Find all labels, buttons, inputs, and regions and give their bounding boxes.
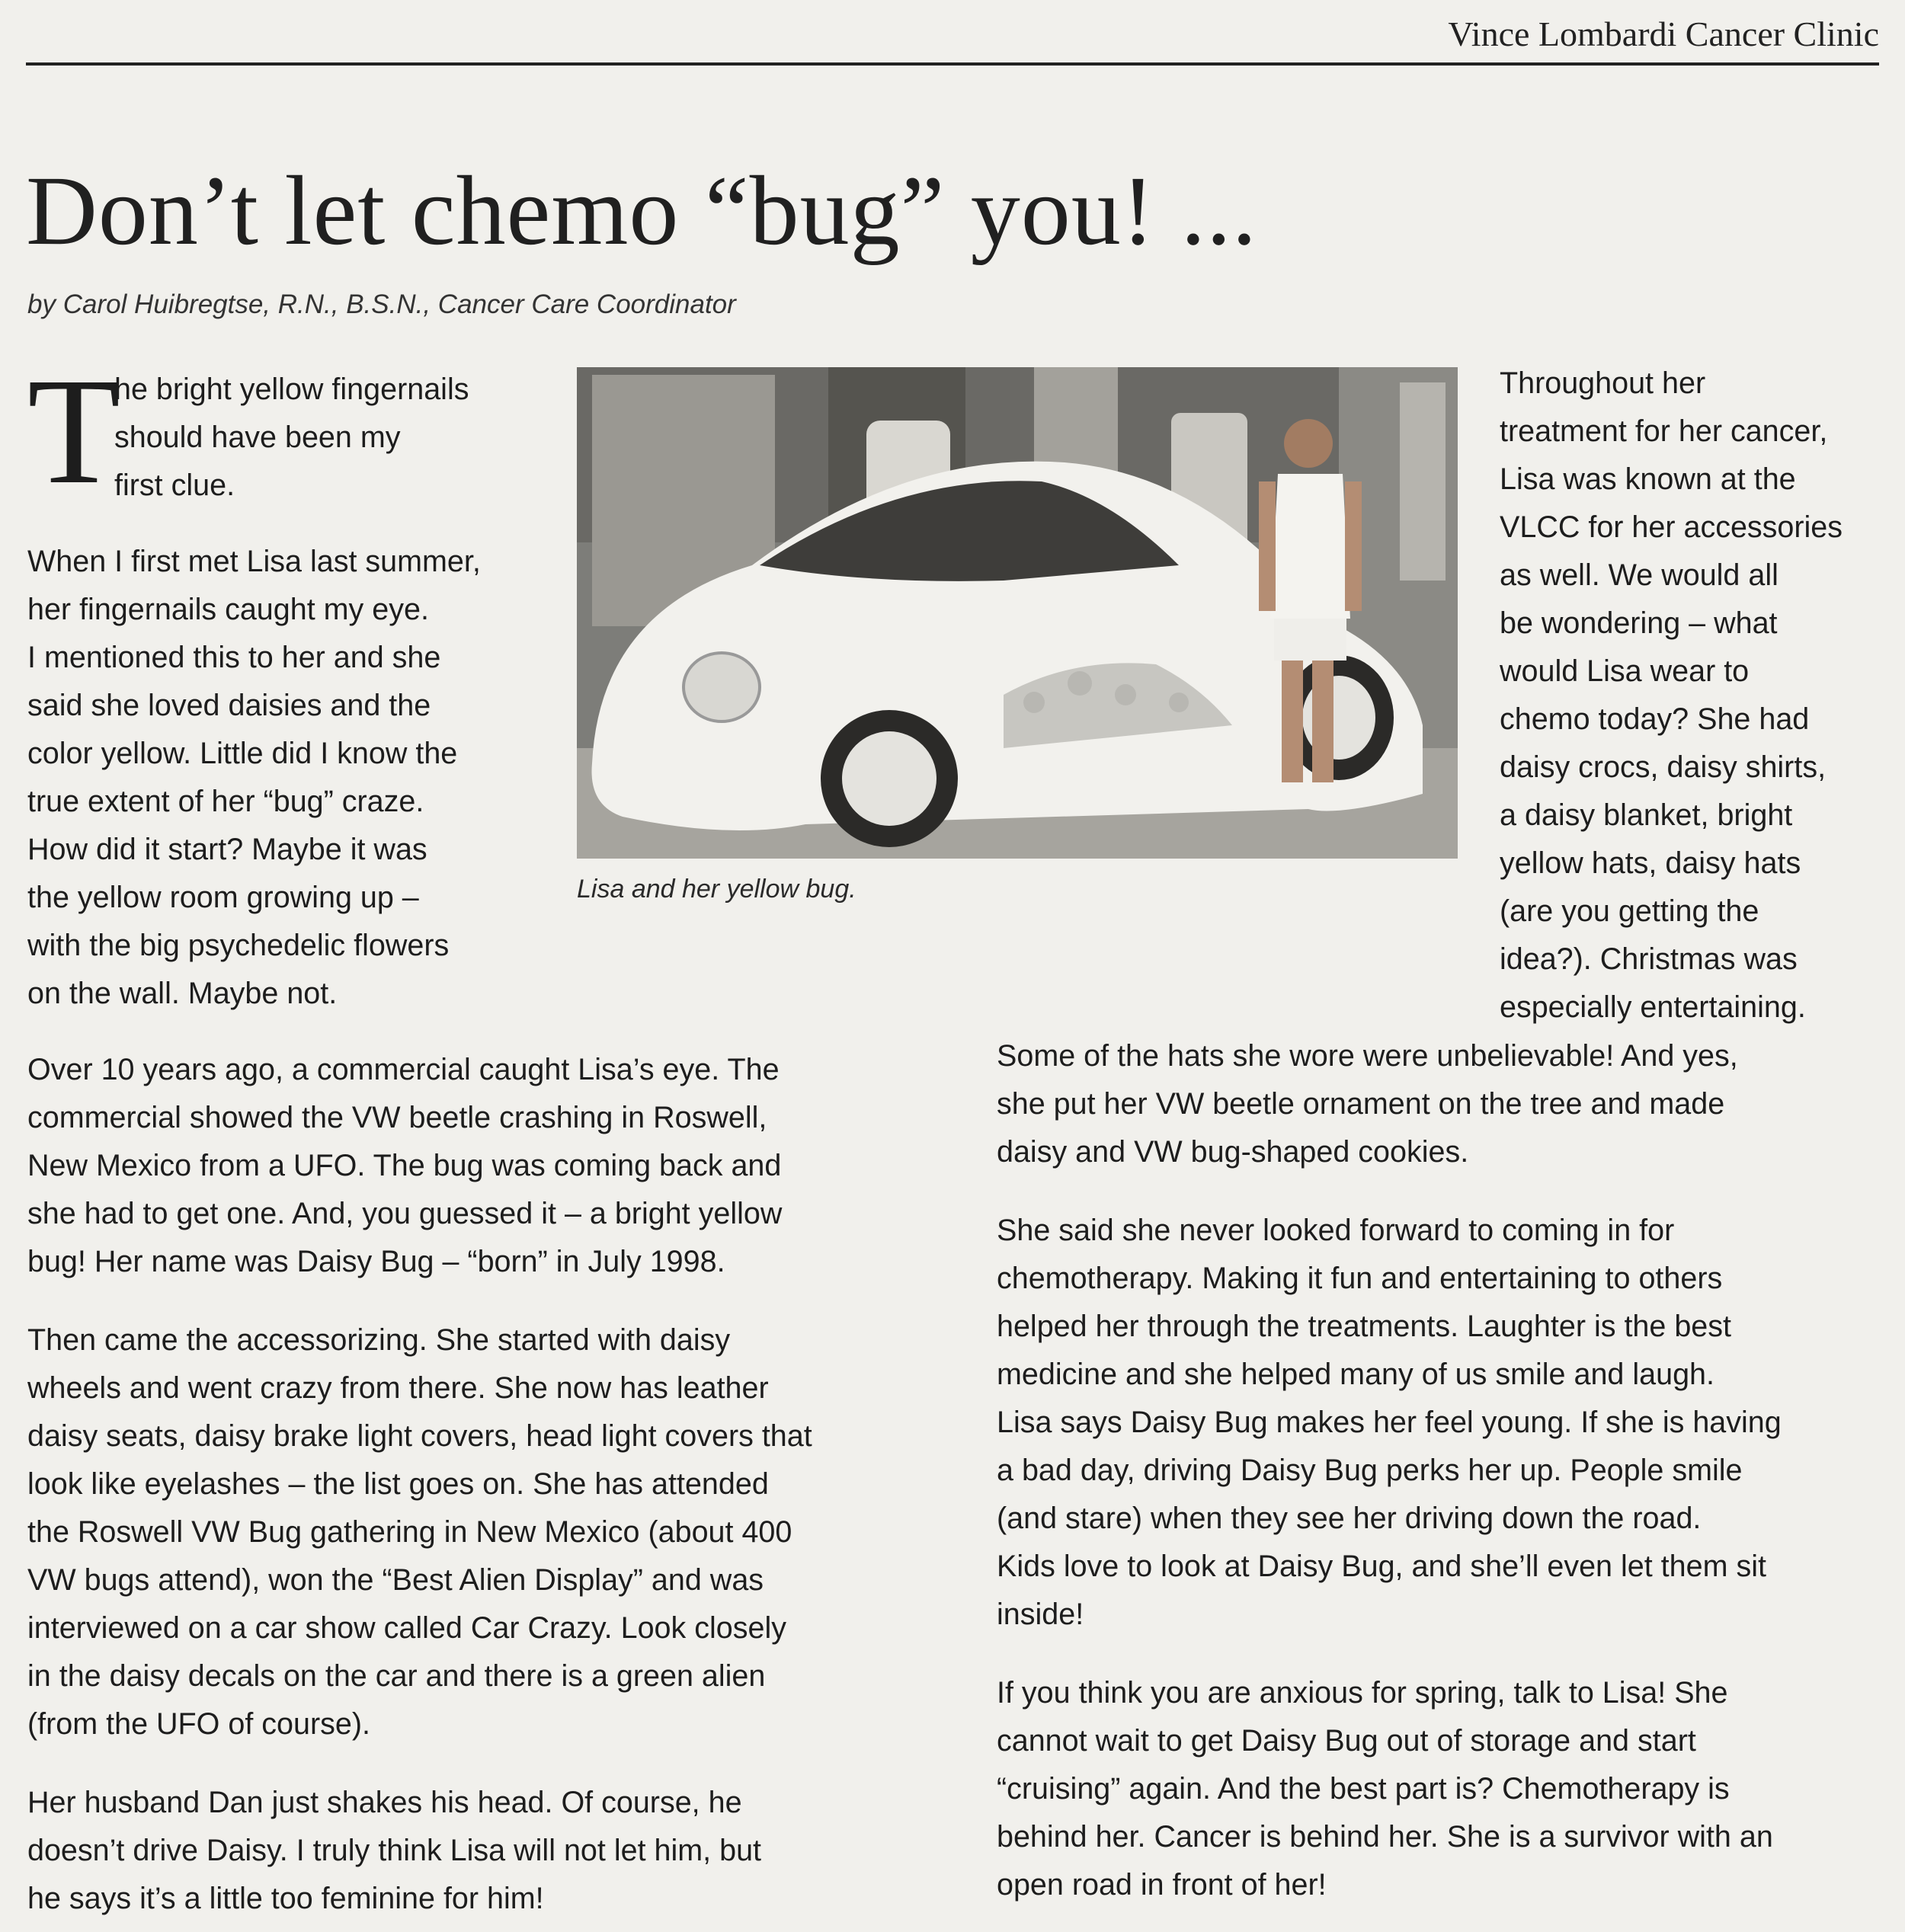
byline: by Carol Huibregtse, R.N., B.S.N., Cancer Care Coordinator xyxy=(27,289,736,319)
dropcap: T xyxy=(27,347,121,516)
text-line: (and stare) when they see her driving down the road. xyxy=(997,1502,1702,1535)
text-line: doesn’t drive Daisy. I truly think Lisa will not let him, but xyxy=(27,1834,762,1867)
text-line: with the big psychedelic flowers xyxy=(27,929,450,962)
text-line: said she loved daisies and the xyxy=(27,689,431,722)
text-line: How did it start? Maybe it was xyxy=(27,833,427,866)
intro-text xyxy=(114,366,572,510)
paragraph xyxy=(997,1207,1888,1639)
text-line: When I first met Lisa last summer, xyxy=(27,545,481,578)
paragraph xyxy=(997,1032,1888,1176)
photo-caption: Lisa and her yellow bug. xyxy=(577,875,856,904)
text-line: VW bugs attend), won the “Best Alien Display” and was xyxy=(27,1563,764,1597)
text-line: I mentioned this to her and she xyxy=(27,641,441,674)
paragraph xyxy=(997,1669,1888,1909)
article-photo xyxy=(577,367,1458,859)
text-line: a daisy blanket, bright xyxy=(1500,798,1793,832)
text-line: daisy seats, daisy brake light covers, head light covers that xyxy=(27,1419,812,1453)
text-line: wheels and went crazy from there. She now has leather xyxy=(27,1371,769,1405)
text-line: commercial showed the VW beetle crashing in Roswell, xyxy=(27,1101,767,1134)
text-line: behind her. Cancer is behind her. She is a survivor with an xyxy=(997,1820,1773,1854)
intro-line: should have been my xyxy=(114,421,401,454)
text-line: the Roswell VW Bug gathering in New Mexico (about 400 xyxy=(27,1515,792,1549)
clinic-name: Vince Lombardi Cancer Clinic xyxy=(1448,14,1879,53)
left-column-top xyxy=(27,347,553,1018)
text-line: as well. We would all xyxy=(1500,558,1779,592)
text-line: interviewed on a car show called Car Crazy. Look closely xyxy=(27,1611,786,1645)
text-line: helped her through the treatments. Laughter is the best xyxy=(997,1310,1731,1343)
text-line: she had to get one. And, you guessed it – a bright yellow xyxy=(27,1197,783,1230)
text-line: be wondering – what xyxy=(1500,606,1778,640)
text-line: daisy and VW bug-shaped cookies. xyxy=(997,1135,1469,1169)
text-line: Over 10 years ago, a commercial caught Lisa’s eye. The xyxy=(27,1053,780,1086)
text-line: If you think you are anxious for spring, talk to Lisa! She xyxy=(997,1676,1728,1710)
article-title: Don’t let chemo “bug” you! ... xyxy=(26,156,1258,266)
text-line: (are you getting the xyxy=(1500,894,1759,928)
text-line: “cruising” again. And the best part is? Chemotherapy is xyxy=(997,1772,1730,1806)
text-line: She said she never looked forward to coming in for xyxy=(997,1214,1675,1247)
intro-line: he bright yellow fingernails xyxy=(114,373,469,406)
text-line: Lisa was known at the xyxy=(1500,462,1796,496)
text-line: the yellow room growing up – xyxy=(27,881,419,914)
text-line: she put her VW beetle ornament on the tree and made xyxy=(997,1087,1725,1121)
right-column-top xyxy=(1500,360,1896,1032)
text-line: cannot wait to get Daisy Bug out of storage and start xyxy=(997,1724,1696,1758)
header-rule xyxy=(26,62,1879,66)
text-line: treatment for her cancer, xyxy=(1500,414,1828,448)
dropcap-block xyxy=(27,347,553,516)
left-column-paragraph xyxy=(27,538,553,1018)
text-line: idea?). Christmas was xyxy=(1500,942,1798,976)
text-line: Her husband Dan just shakes his head. Of course, he xyxy=(27,1786,742,1819)
intro-line: first clue. xyxy=(114,469,235,502)
text-line: her fingernails caught my eye. xyxy=(27,593,429,626)
text-line: Lisa says Daisy Bug makes her feel young. If she is having xyxy=(997,1406,1782,1439)
text-line: Throughout her xyxy=(1500,366,1706,400)
paragraph xyxy=(27,1316,934,1748)
text-line: yellow hats, daisy hats xyxy=(1500,846,1801,880)
photo-car-and-woman xyxy=(577,367,1458,859)
text-line: on the wall. Maybe not. xyxy=(27,977,338,1010)
text-line: color yellow. Little did I know the xyxy=(27,737,458,770)
text-line: open road in front of her! xyxy=(997,1868,1327,1902)
text-line: chemo today? She had xyxy=(1500,702,1810,736)
right-column-bottom xyxy=(997,1032,1888,1909)
text-line: Then came the accessorizing. She started with daisy xyxy=(27,1323,731,1357)
text-line: (from the UFO of course). xyxy=(27,1707,370,1741)
text-line: would Lisa wear to xyxy=(1500,654,1750,688)
text-line: daisy crocs, daisy shirts, xyxy=(1500,750,1827,784)
text-line: true extent of her “bug” craze. xyxy=(27,785,424,818)
text-line: New Mexico from a UFO. The bug was coming back and xyxy=(27,1149,782,1182)
text-line: Kids love to look at Daisy Bug, and she’ll even let them sit xyxy=(997,1550,1766,1583)
text-line: in the daisy decals on the car and there is a green alien xyxy=(27,1659,766,1693)
text-line: inside! xyxy=(997,1598,1084,1631)
text-line: bug! Her name was Daisy Bug – “born” in July 1998. xyxy=(27,1245,725,1278)
text-line: Some of the hats she wore were unbelievable! And yes, xyxy=(997,1039,1738,1073)
text-line: look like eyelashes – the list goes on. She has attended xyxy=(27,1467,769,1501)
left-column-bottom xyxy=(27,1046,934,1923)
paragraph xyxy=(27,1046,934,1286)
text-line: he says it’s a little too feminine for him! xyxy=(27,1882,544,1915)
text-line: a bad day, driving Daisy Bug perks her up. People smile xyxy=(997,1454,1743,1487)
text-line: VLCC for her accessories xyxy=(1500,510,1843,544)
paragraph xyxy=(27,1779,934,1923)
text-line: especially entertaining. xyxy=(1500,990,1806,1024)
text-line: chemotherapy. Making it fun and entertaining to others xyxy=(997,1262,1723,1295)
text-line: medicine and she helped many of us smile and laugh. xyxy=(997,1358,1715,1391)
